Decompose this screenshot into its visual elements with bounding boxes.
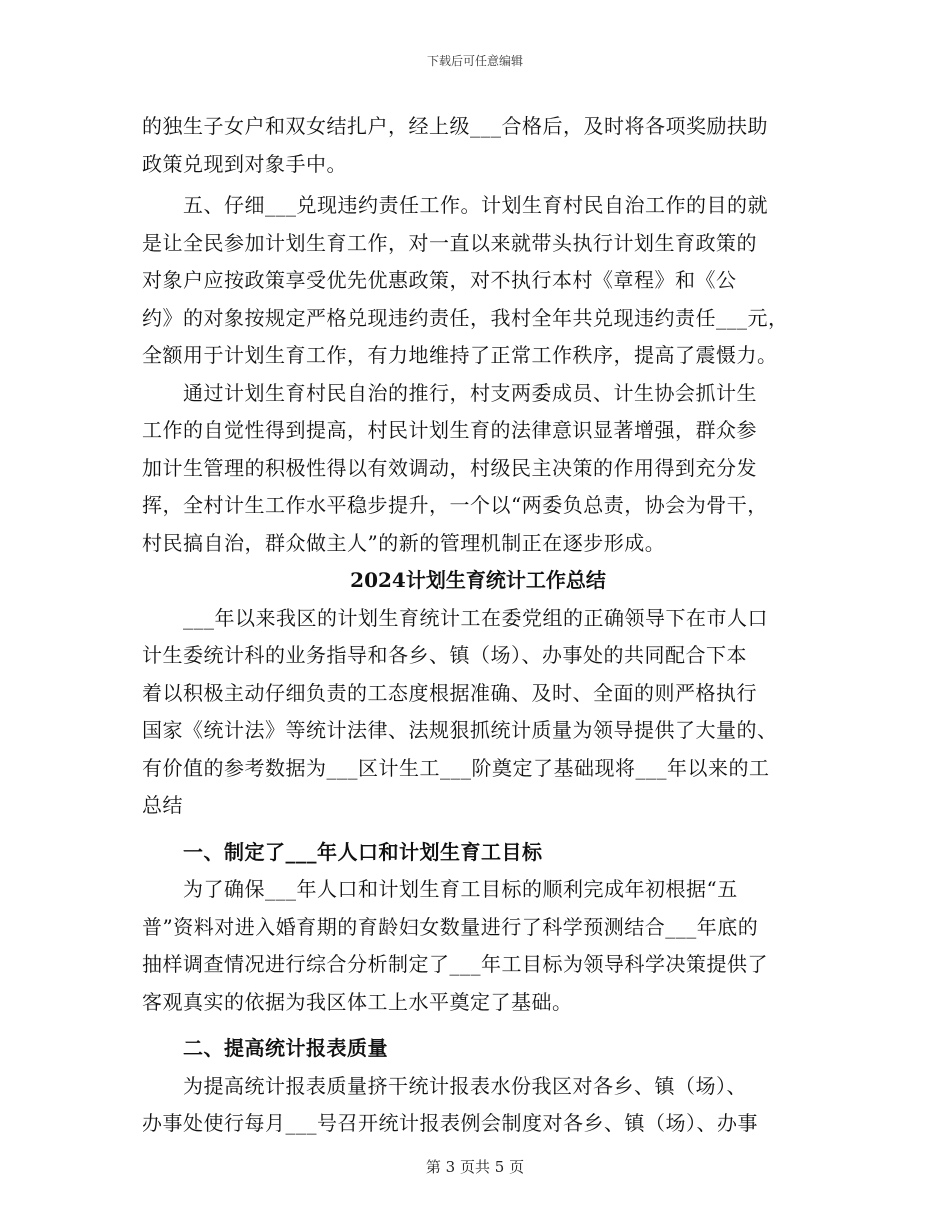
section-heading: 一、制定了___年人口和计划生育工目标 [142, 839, 543, 864]
text-line: 的独生子女户和双女结扎户，经上级___合格后，及时将各项奖励扶助 [142, 114, 768, 138]
text-line: 着以积极主动仔细负责的工态度根据准确、及时、全面的则严格执行 [142, 680, 757, 705]
text-line: 计生委统计科的业务指导和各乡、镇（场）、办事处的共同配合下本 [142, 643, 747, 667]
text-line: 工作的自觉性得到提高，村民计划生育的法律意识显著增强，群众参 [142, 418, 757, 442]
document-body [142, 108, 814, 1143]
section-title: 2024计划生育统计工作总结 [350, 568, 606, 592]
text-line: 总结 [142, 793, 183, 817]
text-line: 政策兑现到对象手中。 [142, 151, 347, 176]
section-heading: 二、提高统计报表质量 [142, 1036, 388, 1060]
text-line: 为提高统计报表质量挤干统计报表水份我区对各乡、镇（场）、 [142, 1073, 747, 1098]
page-header-note: 下载后可任意编辑 [426, 54, 523, 68]
text-line: 抽样调查情况进行综合分析制定了___年工目标为领导科学决策提供了 [142, 952, 768, 976]
text-line: 五、仔细___兑现违约责任工作。计划生育村民自治工作的目的就 [142, 193, 768, 217]
text-line: ___年以来我区的计划生育统计工在委党组的正确领导下在市人口 [142, 605, 768, 630]
page-number: 第 3 页共 5 页 [425, 1158, 525, 1176]
text-line: 为了确保___年人口和计划生育工目标的顺利完成年初根据“五 [142, 877, 738, 901]
text-line: 约》的对象按规定严格兑现违约责任，我村全年共兑现违约责任___元， [142, 305, 789, 330]
text-line: 对象户应按政策享受优先优惠政策，对不执行本村《章程》和《公 [142, 268, 737, 292]
text-line: 国家《统计法》等统计法律、法规狠抓统计质量为领导提供了大量的、 [142, 718, 778, 742]
text-line: 加计生管理的积极性得以有效调动，村级民主决策的作用得到充分发 [142, 455, 757, 480]
text-line: 全额用于计划生育工作，有力地维持了正常工作秩序，提高了震慑力。 [142, 343, 778, 367]
text-line: 通过计划生育村民自治的推行，村支两委成员、计生协会抓计生 [142, 380, 757, 405]
text-line: 有价值的参考数据为___区计生工___阶奠定了基础现将___年以来的工 [142, 755, 770, 780]
text-line: 客观真实的依据为我区体工上水平奠定了基础。 [142, 989, 573, 1014]
text-line: 办事处使行每月___号召开统计报表例会制度对各乡、镇（场）、办事 [142, 1111, 758, 1135]
text-line: 普”资料对进入婚育期的育龄妇女数量进行了科学预测结合___年底的 [142, 914, 759, 939]
text-line: 挥，全村计生工作水平稳步提升，一个以“两委负总责，协会为骨干， [142, 493, 768, 517]
text-line: 是让全民参加计划生育工作，对一直以来就带头执行计划生育政策的 [142, 230, 757, 255]
text-line: 村民搞自治，群众做主人”的新的管理机制正在逐步形成。 [142, 530, 666, 555]
